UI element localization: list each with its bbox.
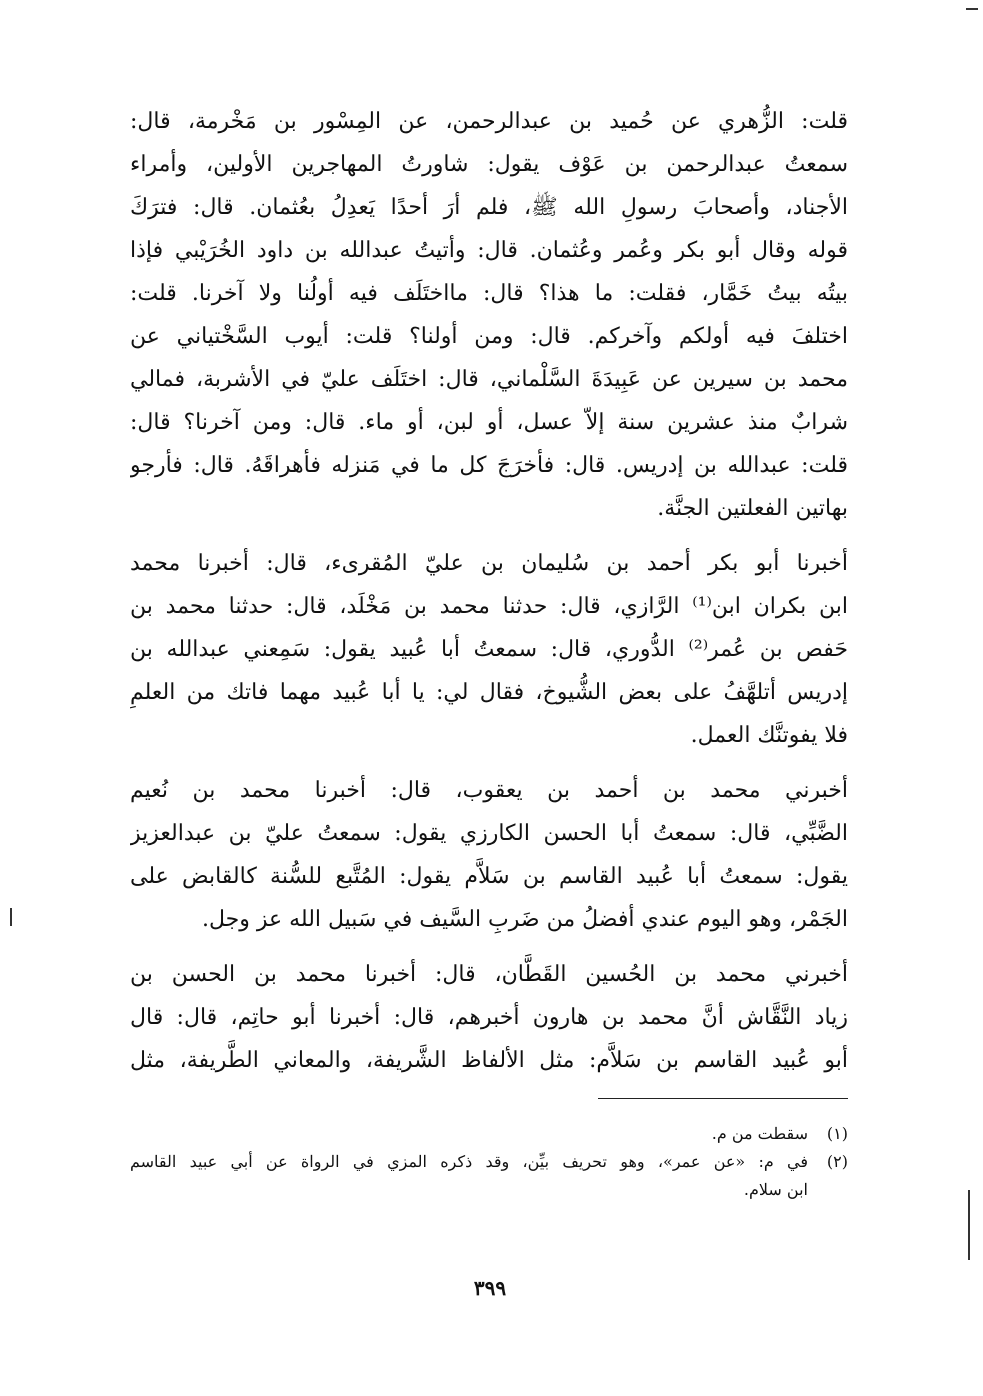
text-line: يقول: سمعتُ أبا عُبيد القاسم بن سَلاَّم يقول: المُتَّبع للسُّنة كالقابض على (130, 864, 848, 889)
margin-mark-top-right (966, 8, 978, 10)
text-line: أخبرني محمد بن الحُسين القَطَّان، قال: أخبرنا محمد بن الحسن بن (130, 962, 848, 987)
text-line: سمعتُ عبدالرحمن بن عَوْف يقول: شاورتُ المهاجرين الأولين، وأمراء (130, 152, 848, 177)
footnotes (130, 1120, 848, 1204)
text-line: بهاتين الفعلتين الجنَّة. (657, 496, 848, 521)
page-number: ٣٩٩ (473, 1276, 507, 1300)
text-line: قلت: الزُّهري عن حُميد بن عبدالرحمن، عن المِسْور بن مَخْرمة، قال: (130, 109, 848, 134)
text-line: أبو عُبيد القاسم بن سَلاَّم: مثل الألفاظ الشَّريفة، والمعاني الطَّريفة، مثل (130, 1048, 848, 1073)
paragraph-gap (130, 530, 848, 542)
footnote-1-number: (١) (826, 1124, 848, 1143)
text-line: بيتُه بيتُ خَمَّار، فقلت: ما هذا؟ قال: مااختَلَف فيه أولُنا ولا آخرنا. قلت: (130, 281, 848, 306)
text-line: فلا يفوتنَّك العمل. (690, 723, 848, 748)
margin-mark-left (10, 908, 12, 926)
text-line: أخبرني محمد بن أحمد بن يعقوب، قال: أخبرنا محمد بن نُعيم (130, 778, 848, 803)
paragraph-gap (130, 941, 848, 953)
text-line: حَفص بن عُمر⁽²⁾ الدُّوري، قال: سمعتُ أبا عُبيد يقول: سَمِعني عبدالله بن (130, 637, 848, 662)
text-line: أخبرنا أبو بكر أحمد بن سُليمان بن عليّ المُقرىء، قال: أخبرنا محمد (130, 551, 848, 576)
text-line: محمد بن سيرين عن عَبِيدَةَ السَّلْماني، قال: اختَلَف عليّ في الأشربة، فمالي (130, 367, 848, 392)
text-line: قوله وقال أبو بكر وعُمر وعُثمان. قال: وأتيتُ عبدالله بن داود الخُرَيْبي فإذا (130, 238, 848, 263)
text-line: الجَمْر، وهو اليوم عندي أفضلُ من ضَربِ السَّيف في سَبيل الله عز وجل. (201, 907, 848, 932)
paragraph-gap (130, 757, 848, 769)
text-line: ابن بكران ابن⁽¹⁾ الرَّازي، قال: حدثنا محمد بن مَخْلَد، قال: حدثنا محمد بن (130, 594, 848, 619)
text-line: الأجناد، وأصحابَ رسولِ الله ﷺ، فلم أرَ أحدًا يَعدِلُ بعُثمان. قال: فترَكَ (130, 195, 848, 220)
text-line: الضَّبِّي، قال: سمعتُ أبا الحسن الكارزي يقول: سمعتُ عليّ بن عبدالعزيز (130, 821, 848, 846)
footnote-separator (598, 1098, 848, 1099)
text-line: اختلفَ فيه أولكم وآخركم. قال: ومن أولنا؟ قلت: أيوب السَّخْتياني عن (130, 324, 848, 349)
text-line: زياد النَّقَّاش أنَّ محمد بن هارون أخبرهم، قال: أخبرنا أبو حاتِم، قال: قال (130, 1005, 848, 1030)
footnote-1 (130, 1120, 848, 1148)
margin-mark-right (968, 1190, 970, 1260)
text-line: قلت: عبدالله بن إدريس. قال: فأخرَجَ كل ما في مَنزله فأهراقَهُ. قال: فأرجو (130, 453, 848, 478)
footnote-2-number: (٢) (826, 1152, 848, 1171)
text-line: إدريس أتلهَّفُ على بعض الشُّيوخ، فقال لي: يا أبا عُبيد مهما فاتك من العلمِ (130, 680, 848, 705)
footnote-1-text: سقطت من م. (711, 1124, 808, 1143)
main-text-body (130, 100, 848, 1082)
footnote-2-text: في م: «عن عمر»، وهو تحريف بيِّن، وقد ذكره المزي في الرواة عن أبي عبيد القاسم (130, 1152, 808, 1171)
text-line: شرابٌ منذ عشرين سنة إلاّ عسل، أو لبن، أو ماء. قال: ومن آخرنا؟ قال: (130, 410, 848, 435)
footnote-2-continuation: ابن سلام. (743, 1180, 808, 1199)
footnote-2 (130, 1148, 848, 1176)
